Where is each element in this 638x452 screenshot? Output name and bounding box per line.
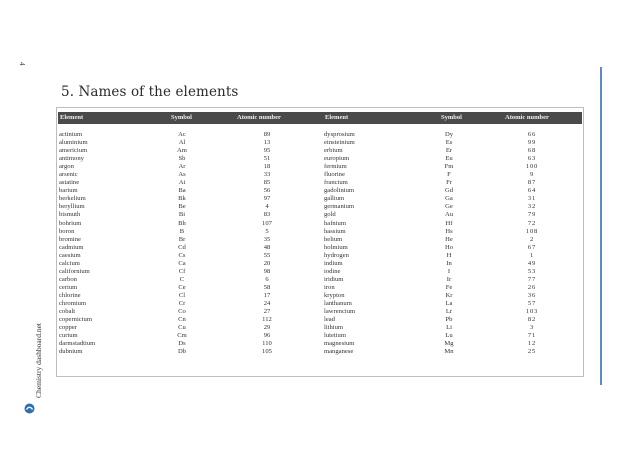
atomic-number: 36 <box>527 291 537 299</box>
element-symbol: I <box>447 267 451 275</box>
element-name: gallium <box>324 195 345 203</box>
atomic-number: 97 <box>263 195 271 203</box>
table-row <box>57 292 583 300</box>
atomic-number: 100 <box>525 163 539 171</box>
element-name: holmium <box>324 243 348 251</box>
atomic-number: 12 <box>527 340 537 348</box>
element-name: antimony <box>59 155 84 163</box>
element-symbol: Lr <box>445 308 453 316</box>
element-symbol: Mg <box>444 340 454 348</box>
atomic-number: 67 <box>527 243 537 251</box>
element-symbol: Hs <box>445 227 453 235</box>
table-body <box>57 131 583 356</box>
element-symbol: Ge <box>445 203 453 211</box>
element-symbol: Cr <box>178 299 186 307</box>
atomic-number: 56 <box>263 187 271 195</box>
atomic-number: 3 <box>529 324 535 332</box>
element-symbol: Ba <box>178 187 186 195</box>
table-row <box>57 131 583 139</box>
element-symbol: Lu <box>445 332 453 340</box>
atomic-number: 85 <box>263 179 271 187</box>
element-symbol: Mn <box>444 348 454 356</box>
table-header <box>58 112 582 124</box>
element-name: dubnium <box>59 348 83 356</box>
atomic-number: 26 <box>527 283 537 291</box>
element-symbol: Er <box>445 147 453 155</box>
element-name: helium <box>324 235 343 243</box>
atomic-number: 24 <box>263 299 271 307</box>
element-name: lawrencium <box>324 308 356 316</box>
element-name: americium <box>59 147 88 155</box>
table-row <box>57 236 583 244</box>
table-row <box>57 268 583 276</box>
table-row <box>57 220 583 228</box>
element-name: magnesium <box>324 340 355 348</box>
atomic-number: 72 <box>527 219 537 227</box>
site-label: Chemistry dashboard.net <box>34 323 43 398</box>
element-name: indium <box>324 259 343 267</box>
table-row <box>57 260 583 268</box>
atomic-number: 112 <box>262 316 272 324</box>
element-symbol: Be <box>178 203 186 211</box>
atomic-number: 108 <box>525 227 539 235</box>
element-symbol: Bi <box>178 211 186 219</box>
element-name: bismuth <box>59 211 81 219</box>
atomic-number: 53 <box>527 267 537 275</box>
atomic-number: 49 <box>527 259 537 267</box>
table-row <box>57 228 583 236</box>
element-symbol: Cf <box>178 267 186 275</box>
atomic-number: 63 <box>527 155 537 163</box>
element-name: cadmium <box>59 243 84 251</box>
atomic-number: 29 <box>263 324 271 332</box>
atomic-number: 71 <box>527 332 537 340</box>
header-atomic-number-2: Atomic number <box>505 114 549 121</box>
element-name: cerium <box>59 283 78 291</box>
element-name: lead <box>324 316 335 324</box>
atomic-number: 79 <box>527 211 537 219</box>
element-symbol: As <box>178 171 186 179</box>
table-row <box>57 276 583 284</box>
atomic-number: 35 <box>263 235 271 243</box>
element-name: barium <box>59 187 78 195</box>
element-symbol: Am <box>177 147 187 155</box>
table-row <box>57 147 583 155</box>
table-row <box>57 316 583 324</box>
header-element-2: Element <box>325 114 349 121</box>
element-symbol: Ce <box>178 283 186 291</box>
element-name: iodine <box>324 267 341 275</box>
atomic-number: 51 <box>263 155 271 163</box>
element-name: copper <box>59 324 77 332</box>
atomic-number: 77 <box>527 275 537 283</box>
element-symbol: Ds <box>178 340 186 348</box>
element-name: copernicium <box>59 316 92 324</box>
element-name: chlorine <box>59 291 81 299</box>
element-symbol: F <box>447 171 451 179</box>
element-name: hafnium <box>324 219 346 227</box>
atomic-number: 103 <box>525 308 539 316</box>
element-symbol: Eu <box>445 155 453 163</box>
element-symbol: Li <box>446 324 452 332</box>
element-name: actinium <box>59 131 83 138</box>
element-name: iridium <box>324 275 344 283</box>
table-row <box>57 340 583 348</box>
atomic-number: 1 <box>529 251 535 259</box>
right-accent-rule <box>600 67 602 385</box>
element-name: cobalt <box>59 308 76 316</box>
table-row <box>57 332 583 340</box>
atomic-number: 83 <box>263 211 271 219</box>
element-symbol: Kr <box>445 291 453 299</box>
element-symbol: B <box>179 227 185 235</box>
element-name: boron <box>59 227 75 235</box>
element-symbol: Au <box>444 211 454 219</box>
table-row <box>57 244 583 252</box>
element-symbol: Pb <box>445 316 453 324</box>
atomic-number: 82 <box>527 316 537 324</box>
element-name: iron <box>324 283 335 291</box>
element-symbol: Cd <box>178 243 186 251</box>
element-symbol: Co <box>178 308 186 316</box>
table-row <box>57 179 583 187</box>
element-symbol: Ir <box>446 275 452 283</box>
element-symbol: He <box>445 235 453 243</box>
element-symbol: Bh <box>178 219 186 227</box>
element-name: astatine <box>59 179 80 187</box>
atomic-number: 25 <box>527 348 537 356</box>
element-symbol: C <box>179 275 185 283</box>
header-symbol-2: Symbol <box>441 114 462 121</box>
element-name: aluminium <box>59 139 88 147</box>
element-name: dysprosium <box>324 131 355 138</box>
element-name: berkelium <box>59 195 86 203</box>
atomic-number: 5 <box>265 227 269 235</box>
element-symbol: Fm <box>444 163 454 171</box>
atomic-number: 66 <box>527 131 537 138</box>
table-row <box>57 195 583 203</box>
atomic-number: 31 <box>527 195 537 203</box>
element-symbol: Al <box>178 139 186 147</box>
element-name: carbon <box>59 275 77 283</box>
atomic-number: 18 <box>263 163 271 171</box>
element-symbol: Hf <box>445 219 453 227</box>
atomic-number: 20 <box>263 259 271 267</box>
elements-table <box>56 107 584 377</box>
table-row <box>57 203 583 211</box>
element-name: calcium <box>59 259 80 267</box>
atomic-number: 4 <box>265 203 269 211</box>
element-symbol: Cn <box>178 316 186 324</box>
element-name: fermium <box>324 163 347 171</box>
header-atomic-number-1: Atomic number <box>237 114 281 121</box>
element-name: hydrogen <box>324 251 349 259</box>
atomic-number: 17 <box>263 291 271 299</box>
element-symbol: Ar <box>178 163 186 171</box>
element-symbol: Ho <box>444 243 454 251</box>
table-row <box>57 163 583 171</box>
element-name: lanthanum <box>324 299 352 307</box>
element-name: francium <box>324 179 348 187</box>
element-name: darmstadtium <box>59 340 96 348</box>
element-name: hassium <box>324 227 346 235</box>
element-symbol: At <box>178 179 186 187</box>
atomic-number: 64 <box>527 187 537 195</box>
element-symbol: In <box>446 259 452 267</box>
element-symbol: Cu <box>178 324 186 332</box>
atomic-number: 48 <box>263 243 271 251</box>
atomic-number: 107 <box>262 219 272 227</box>
table-row <box>57 300 583 308</box>
page-number: 4 <box>18 62 26 66</box>
atomic-number: 13 <box>263 139 271 147</box>
atomic-number: 110 <box>262 340 272 348</box>
element-symbol: Fr <box>446 179 452 187</box>
element-symbol: H <box>446 251 452 259</box>
atomic-number: 33 <box>263 171 271 179</box>
element-symbol: Gd <box>444 187 454 195</box>
element-name: krypton <box>324 291 345 299</box>
element-name: fluorine <box>324 171 345 179</box>
element-name: arsenic <box>59 171 78 179</box>
table-row <box>57 171 583 179</box>
element-symbol: La <box>445 299 453 307</box>
element-name: chromium <box>59 299 87 307</box>
table-row <box>57 211 583 219</box>
element-symbol: Ga <box>445 195 453 203</box>
element-name: manganese <box>324 348 354 356</box>
table-row <box>57 187 583 195</box>
header-element-1: Element <box>60 114 84 121</box>
table-row <box>57 348 583 356</box>
element-symbol: Cl <box>178 291 186 299</box>
element-name: bohrium <box>59 219 82 227</box>
element-symbol: Es <box>445 139 453 147</box>
atomic-number: 105 <box>262 348 272 356</box>
table-row <box>57 139 583 147</box>
atomic-number: 9 <box>529 171 535 179</box>
element-name: europium <box>324 155 350 163</box>
chemistry-dashboard-logo-icon <box>24 403 35 414</box>
element-name: californium <box>59 267 90 275</box>
header-symbol-1: Symbol <box>171 114 192 121</box>
section-title: 5. Names of the elements <box>61 84 239 100</box>
atomic-number: 55 <box>263 251 271 259</box>
atomic-number: 99 <box>527 139 537 147</box>
element-symbol: Ac <box>178 131 186 138</box>
atomic-number: 58 <box>263 283 271 291</box>
element-symbol: Br <box>178 235 186 243</box>
atomic-number: 57 <box>527 299 537 307</box>
element-symbol: Sb <box>178 155 186 163</box>
element-name: curium <box>59 332 78 340</box>
element-name: bromine <box>59 235 81 243</box>
element-name: germanium <box>324 203 355 211</box>
table-row <box>57 155 583 163</box>
element-symbol: Cs <box>178 251 186 259</box>
atomic-number: 87 <box>527 179 537 187</box>
table-row <box>57 324 583 332</box>
element-name: caesium <box>59 251 81 259</box>
element-name: einsteinium <box>324 139 355 147</box>
table-row <box>57 284 583 292</box>
element-name: gadolinium <box>324 187 355 195</box>
atomic-number: 32 <box>527 203 537 211</box>
element-symbol: Bk <box>178 195 186 203</box>
element-name: gold <box>324 211 336 219</box>
atomic-number: 98 <box>263 267 271 275</box>
element-symbol: Db <box>177 348 187 356</box>
atomic-number: 68 <box>527 147 537 155</box>
element-symbol: Ca <box>178 259 186 267</box>
atomic-number: 89 <box>263 131 271 138</box>
atomic-number: 96 <box>263 332 271 340</box>
element-name: erbium <box>324 147 343 155</box>
element-symbol: Cm <box>177 332 187 340</box>
table-row <box>57 252 583 260</box>
element-name: lithium <box>324 324 344 332</box>
atomic-number: 27 <box>263 308 271 316</box>
element-name: argon <box>59 163 74 171</box>
table-row <box>57 308 583 316</box>
element-symbol: Dy <box>444 131 454 138</box>
element-name: lutetium <box>324 332 346 340</box>
atomic-number: 6 <box>265 275 269 283</box>
element-symbol: Fe <box>445 283 453 291</box>
atomic-number: 2 <box>529 235 535 243</box>
atomic-number: 95 <box>263 147 271 155</box>
element-name: beryllium <box>59 203 85 211</box>
